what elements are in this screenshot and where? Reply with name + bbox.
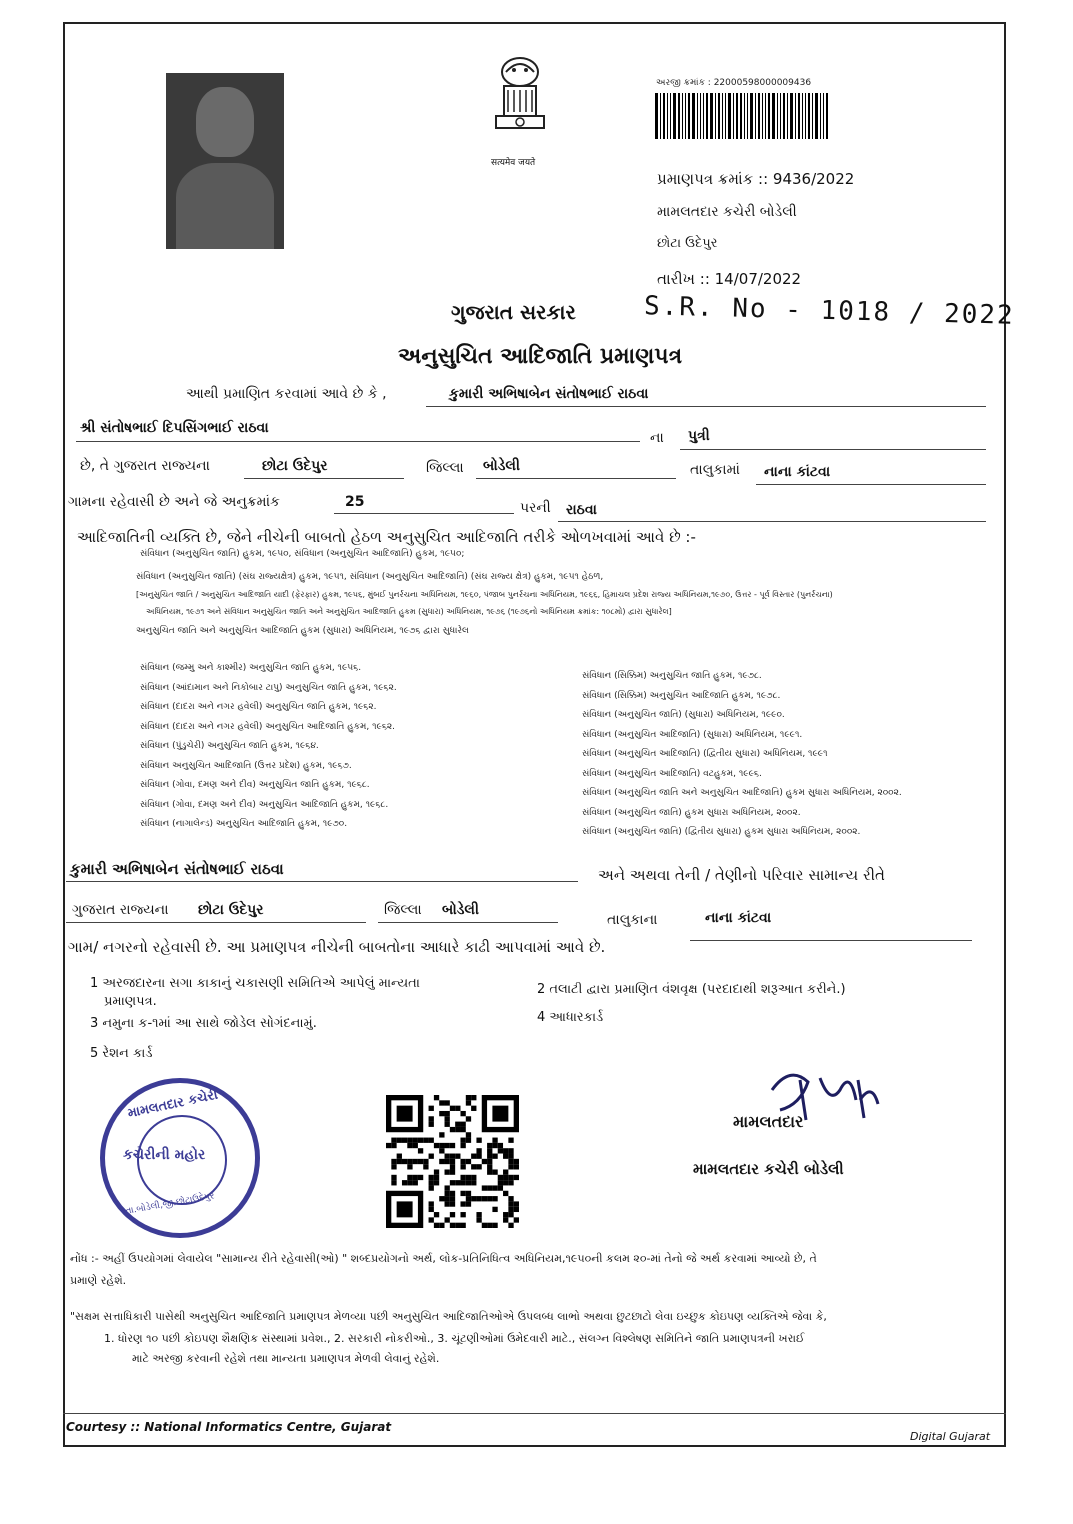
seal-top-text: મામલતદાર કચેરી: [126, 1087, 220, 1122]
national-emblem-icon: [484, 54, 556, 150]
district-value: છોટા ઉદેપુર: [262, 458, 328, 474]
footer-brand: Digital Gujarat: [910, 1430, 991, 1443]
tribe-name: રાઠવા: [566, 502, 597, 518]
order-line: સંવિધાન (અનુસુચિત જાતિ અને અનુસુચિત આદિજાતિ) હુકમ સુધારા અધિનિયમ, ૨૦૦૨.: [582, 788, 902, 798]
order-line: સંવિધાન (ગોવા, દમણ અને દીવ) અનુસુચિત જાતિ હુકમ, ૧૯૬૮.: [140, 780, 370, 790]
relation: પુત્રી: [688, 428, 710, 444]
order-line: સંવિધાન અનુસુચિત આદિજાતિ (ઉત્તર પ્રદેશ) હુકમ, ૧૯૬૭.: [140, 760, 352, 771]
order-line: [અનુસુચિત જાતિ / અનુસુચિત આદિજાતિ યાદી (ફેરફાર) હુકમ, ૧૯૫૬, મુંબઈ પુનર્રચના અધિનિયમ, ૧૯૬૦, પંજાબ પુનર્રચના અધિનિયમ, ૧૯૬૬, હિમાચલ પ્રદેશ રાજ્ય અધિનિયમ,૧૯૭૦, ઉત્તર - પૂર્વ વિસ્તાર (પુનર્રચના): [136, 590, 833, 599]
barcode: [655, 93, 865, 139]
taluka-label: તાલુકામાં: [690, 462, 740, 478]
note-text: "સક્ષમ સત્તાધિકારી પાસેથી અનુસુચિત આદિજાતિ પ્રમાણપત્ર મેળવ્યા પછી અનુસુચિત આદિજાતિઓએ ઉપલબ્ધ લાભો અથવા છુટછાટો લેવા ઇચ્છુક કોઇપણ વ્યક્તિએ જેવા કે,: [70, 1310, 827, 1323]
family-district-label: જિલ્લા: [384, 902, 422, 918]
order-line: સંવિધાન (અનુસુચિત આદિજાતિ) વટહુકમ, ૧૯૯૬.: [582, 768, 762, 779]
state-label: છે, તે ગુજરાત રાજ્યના: [80, 458, 210, 474]
document-item-cont: પ્રમાણપત્ર.: [104, 994, 157, 1009]
family-village-value: નાના કાંટવા: [705, 910, 772, 926]
order-line: સંવિધાન (દાદરા અને નગર હવેલી) અનુસુચિત જાતિ હુકમ, ૧૯૬૨.: [140, 702, 377, 712]
certificate-title: અનુસુચિત આદિજાતિ પ્રમાણપત્ર: [398, 344, 683, 369]
na-label: ના: [650, 430, 664, 446]
document-item: 2 તલાટી દ્વારા પ્રમાણિત વંશવૃક્ષ (પરદાદાથી શરૂઆત કરીને.): [537, 982, 846, 997]
family-taluka-value: બોડેલી: [442, 902, 480, 918]
qr-code: [386, 1095, 519, 1228]
basis-text: ગામ/ નગરનો રહેવાસી છે. આ પ્રમાણપત્ર નીચેની બાબતોના આધારે કાઢી આપવામાં આવે છે.: [68, 938, 606, 956]
footer-courtesy: Courtesy :: National Informatics Centre, Gujarat: [66, 1420, 392, 1434]
family-state-label: ગુજરાત રાજ્યના: [72, 902, 169, 918]
village-value: નાના કાંટવા: [764, 464, 831, 480]
signatory-office: મામલતદાર કચેરી બોડેલી: [693, 1160, 844, 1178]
issue-date: તારીખ :: 14/07/2022: [657, 270, 802, 288]
issuing-district: છોટા ઉદેપુર: [657, 236, 718, 251]
seal-bottom-text: તા.બોડેલી,જી.છોટાઉદેપુર: [124, 1191, 216, 1217]
issuing-office: મામલતદાર કચેરી બોડેલી: [657, 204, 797, 220]
signatory-title: મામલતદાર: [733, 1112, 804, 1131]
serial-number: 25: [345, 494, 365, 510]
document-item: 4 આધારકાર્ડ: [537, 1010, 604, 1025]
applicant-photo: [166, 73, 284, 249]
order-line: સંવિધાન (દાદરા અને નગર હવેલી) અનુસુચિત આદિજાતિ હુકમ, ૧૯૬૨.: [140, 721, 396, 732]
order-line: સંવિધાન (અનુસુચિત આદિજાતિ) (સુધારા) અધિનિયમ, ૧૯૯૧.: [582, 729, 803, 740]
note-text: 1. ધોરણ ૧૦ પછી કોઇપણ શૈક્ષણિક સંસ્થામાં પ્રવેશ., 2. સરકારી નોકરીઓ., 3. ચૂંટણીઓમાં ઉમેદવારી માટે., સંલગ્ન વિશ્લેષણ સમિતિને જાતિ પ્રમાણપત્રની ખરાઈ: [104, 1332, 805, 1345]
document-item: 5 રેશન કાર્ડ: [90, 1046, 153, 1061]
order-line: સંવિધાન (અનુસુચિત જાતિ) (સુધારા) અધિનિયમ, ૧૯૯૦.: [582, 710, 785, 720]
emblem-motto: सत्यमेव जयते: [491, 158, 536, 168]
office-seal: [100, 1078, 260, 1238]
family-text: અને અથવા તેની / તેણીનો પરિવાર સામાન્ય રીતે: [598, 866, 885, 884]
order-line: સંવિધાન (અનુસુચિત જાતિ) હુકમ સુધારા અધિનિયમ, ૨૦૦૨.: [582, 807, 801, 818]
order-line: સંવિધાન (સિક્કિમ) અનુસુચિત જાતિ હુકમ, ૧૯૭૮.: [582, 671, 762, 681]
father-name: શ્રી સંતોષભાઈ દિપસિંગભાઈ રાઠવા: [80, 420, 269, 436]
note-text: પ્રમાણે રહેશે.: [70, 1274, 127, 1287]
taluka-value: બોડેલી: [483, 458, 521, 474]
family-district-value: છોટા ઉદેપુર: [198, 902, 264, 918]
family-taluka-label: તાલુકાના: [607, 912, 658, 928]
parni-label: પરની: [520, 500, 551, 516]
district-label: જિલ્લા: [426, 460, 464, 476]
document-item: 3 નમુના ક-૧માં આ સાથે જોડેલ સોગંદનામું.: [90, 1016, 317, 1031]
resident-label: ગામના રહેવાસી છે અને જે અનુક્રમાંક: [68, 494, 280, 510]
certify-label: આથી પ્રમાણિત કરવામાં આવે છે કે ,: [186, 386, 387, 402]
application-number: અરજી ક્રમાંક : 22000598000009436: [656, 78, 812, 88]
order-line: સંવિધાન (અનુસુચિત જાતિ) હુકમ, ૧૯૫૦, સંવિધાન (અનુસુચિત આદિજાતિ) હુકમ, ૧૯૫૦;: [140, 549, 465, 559]
applicant-name: કુમારી અભિષાબેન સંતોષભાઈ રાઠવા: [449, 386, 649, 402]
order-line: સંવિધાન (અનુસુચિત આદિજાતિ) (દ્વિતીય સુધારા) અધિનિયમ, ૧૯૯૧: [582, 749, 828, 759]
order-line: સંવિધાન (અનુસુચિત જાતિ) (દ્વિતીય સુધારા) હુકમ સુધારા અધિનિયમ, ૨૦૦૨.: [582, 827, 861, 837]
document-item: 1 અરજદારના સગા કાકાનું ચકાસણી સમિતિએ આપેલું માન્યતા: [90, 976, 420, 991]
note-text: માટે અરજી કરવાની રહેશે તથા માન્યતા પ્રમાણપત્ર મેળવી લેવાનું રહેશે.: [132, 1352, 440, 1365]
order-line: સંવિધાન (નાગાલેન્ડ) અનુસુચિત આદિજાતિ હુકમ, ૧૯૭૦.: [140, 819, 348, 829]
order-line: સંવિધાન (અનુસુચિત જાતિ) (સંઘ રાજ્યક્ષેત્ર) હુકમ, ૧૯૫૧, સંવિધાન (અનુસુચિત આદિજાતિ) (સંઘ રાજ્ય ક્ષેત્ર) હુકમ, ૧૯૫૧ હેઠળ,: [136, 572, 604, 582]
order-line: સંવિધાન (પુંડુચેરી) અનુસુચિત જાતિ હુકમ, ૧૯૬૪.: [140, 741, 319, 751]
government-name: ગુજરાત સરકાર: [451, 300, 576, 324]
order-line: સંવિધાન (આંદામાન અને નિકોબાર ટાપુ) અનુસુચિત જાતિ હુકમ, ૧૯૬૨.: [140, 682, 397, 693]
note-text: નોંધ :- અહીં ઉપયોગમાં લેવાયેલ "સામાન્ય રીતે રહેવાસી(ઓ) " શબ્દપ્રયોગનો અર્થ, લોક-પ્રતિનિધિત્વ અધિનિયમ,૧૯૫૦ની કલમ ૨૦-માં તેનો જે અર્થ કરવામાં આવ્યો છે, તે: [70, 1252, 817, 1265]
order-line: સંવિધાન (ગોવા, દમણ અને દીવ) અનુસુચિત આદિજાતિ હુકમ, ૧૯૬૮.: [140, 799, 389, 810]
applicant-name-repeat: કુમારી અભિષાબેન સંતોષભાઈ રાઠવા: [70, 860, 284, 878]
seal-center-text: કચેરીની મહોર: [123, 1147, 206, 1163]
handwritten-sr-number: S.R. No - 1018 / 2022: [643, 291, 1016, 331]
recognized-text: આદિજાતિની વ્યક્તિ છે, જેને નીચેની બાબતો હેઠળ અનુસુચિત આદિજાતિ તરીકે ઓળખવામાં આવે છે :-: [77, 528, 696, 546]
order-line: અનુસુચિત જાતિ અને અનુસુચિત આદિજાતિ હુકમ (સુધારા) અધિનિયમ, ૧૯૭૬ દ્વારા સુધારેલ: [136, 626, 469, 636]
order-line: સંવિધાન (સિક્કિમ) અનુસુચિત આદિજાતિ હુકમ, ૧૯૭૮.: [582, 690, 781, 701]
certificate-number: પ્રમાણપત્ર ક્રમાંક :: 9436/2022: [657, 170, 855, 188]
order-line: સંવિધાન (જમ્મુ અને કાશ્મીર) અનુસુચિત જાતિ હુકમ, ૧૯૫૬.: [140, 663, 362, 673]
order-line: અધિનિયમ, ૧૯૭૧ અને સંવિધાન અનુસુચિત જાતિ અને અનુસુચિત આદિજાતિ હુકમ (સુધારા) અધિનિયમ, ૧૯૭૬ (૧૯૭૬નો અધિનિયમ ક્રમાંક: ૧૦૮મો) દ્વારા સુધારેલ]: [146, 607, 672, 616]
